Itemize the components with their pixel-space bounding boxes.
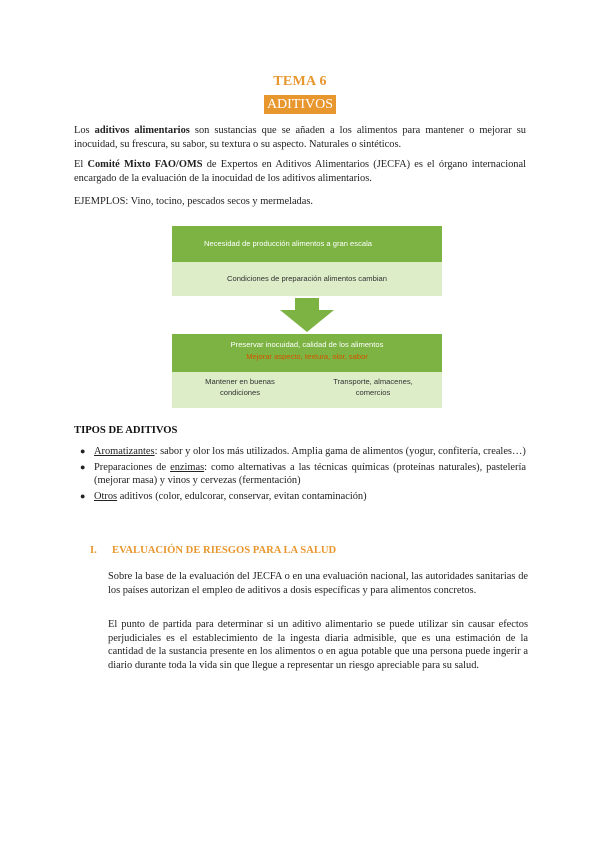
tipo-text: : como alternativas a las técnicas químicas (proteínas naturales), pastelería (mejorar masa) y vinos y cervezas (fermentación) (94, 461, 526, 487)
tipo-key: Otros (94, 490, 118, 502)
intro-p2-after: de Expertos en Aditivos Alimentarios (JECFA) es el órgano internacional encargado de la evaluación de la inocuidad de los aditivos alimentarios. (74, 159, 526, 184)
section-1-number: I. (90, 545, 97, 556)
tipo-key: enzimas (170, 461, 205, 473)
section-1-title: EVALUACIÓN DE RIESGOS PARA LA SALUD (112, 545, 337, 556)
page-subtitle: ADITIVOS (264, 95, 336, 114)
section-1-paragraph-1: Sobre la base de la evaluación del JECFA o en una evaluación nacional, las autoridades sanitarias de los países autorizan el empleo de aditivos a dosis específicas y para alimentos concretos. (108, 571, 528, 596)
tipo-pre: Preparaciones de (94, 461, 171, 473)
tipos-list (80, 445, 526, 503)
diagram-bottom-left: Mantener en buenas condiciones (205, 377, 275, 397)
diagram-bottom-dark-line1: Preservar inocuidad, calidad de los alimentos (230, 340, 384, 349)
bullet-icon: ● (80, 446, 86, 456)
diagram-bottom-right: Transporte, almacenes, comercios (333, 377, 413, 397)
page-title: TEMA 6 (273, 74, 327, 89)
tipo-key: Aromatizantes (94, 446, 155, 457)
section-1-heading (90, 545, 336, 556)
list-item (80, 461, 526, 488)
flow-diagram (172, 226, 442, 408)
down-arrow-icon (280, 298, 334, 332)
diagram-top-dark: Necesidad de producción alimentos a gran escala (172, 226, 442, 262)
diagram-top-light: Condiciones de preparación alimentos cambian (172, 262, 442, 296)
diagram-bottom-dark-line2: Mejorar aspecto, textura, olor, sabor (246, 352, 368, 361)
tipo-text: : sabor y olor los más utilizados. Amplia gama de alimentos (yogur, confitería, creales…) (154, 446, 526, 457)
tipos-heading: TIPOS DE ADITIVOS (74, 425, 178, 436)
diagram-bottom-dark (172, 334, 442, 372)
intro-p1-after: son sustancias que se añaden a los alimentos para mantener o mejorar su inocuidad, su frescura, su sabor, su textura o su aspecto. Naturales o sintéticos. (74, 125, 526, 150)
intro-p1-bold: aditivos alimentarios (94, 125, 190, 136)
diagram-bottom-light (172, 372, 442, 408)
subtitle-wrap (0, 95, 600, 114)
intro-paragraph-1 (74, 124, 526, 152)
bullet-icon: ● (80, 461, 86, 472)
tipo-text: aditivos (color, edulcorar, conservar, evitan contaminación) (117, 490, 367, 502)
list-item (80, 445, 526, 459)
intro-p2-before: El (74, 159, 88, 170)
list-item (80, 490, 526, 504)
section-1-paragraph-2: El punto de partida para determinar si un aditivo alimentario se puede utilizar sin causar efectos perjudiciales es el establecimiento de la ingesta diaria admisible, que es una estimación de la cantidad de la sustancia presente en los alimentos o en agua potable que una persona puede ingerir a diario durante toda la vida sin que llegue a representar un riesgo apreciable para su salud. (108, 619, 528, 671)
intro-p1-before: Los (74, 125, 95, 136)
intro-paragraph-2 (74, 158, 526, 186)
bullet-icon: ● (80, 490, 86, 501)
intro-paragraph-3: EJEMPLOS: Vino, tocino, pescados secos y mermeladas. (74, 196, 313, 207)
intro-p2-bold: Comité Mixto FAO/OMS (87, 159, 203, 170)
